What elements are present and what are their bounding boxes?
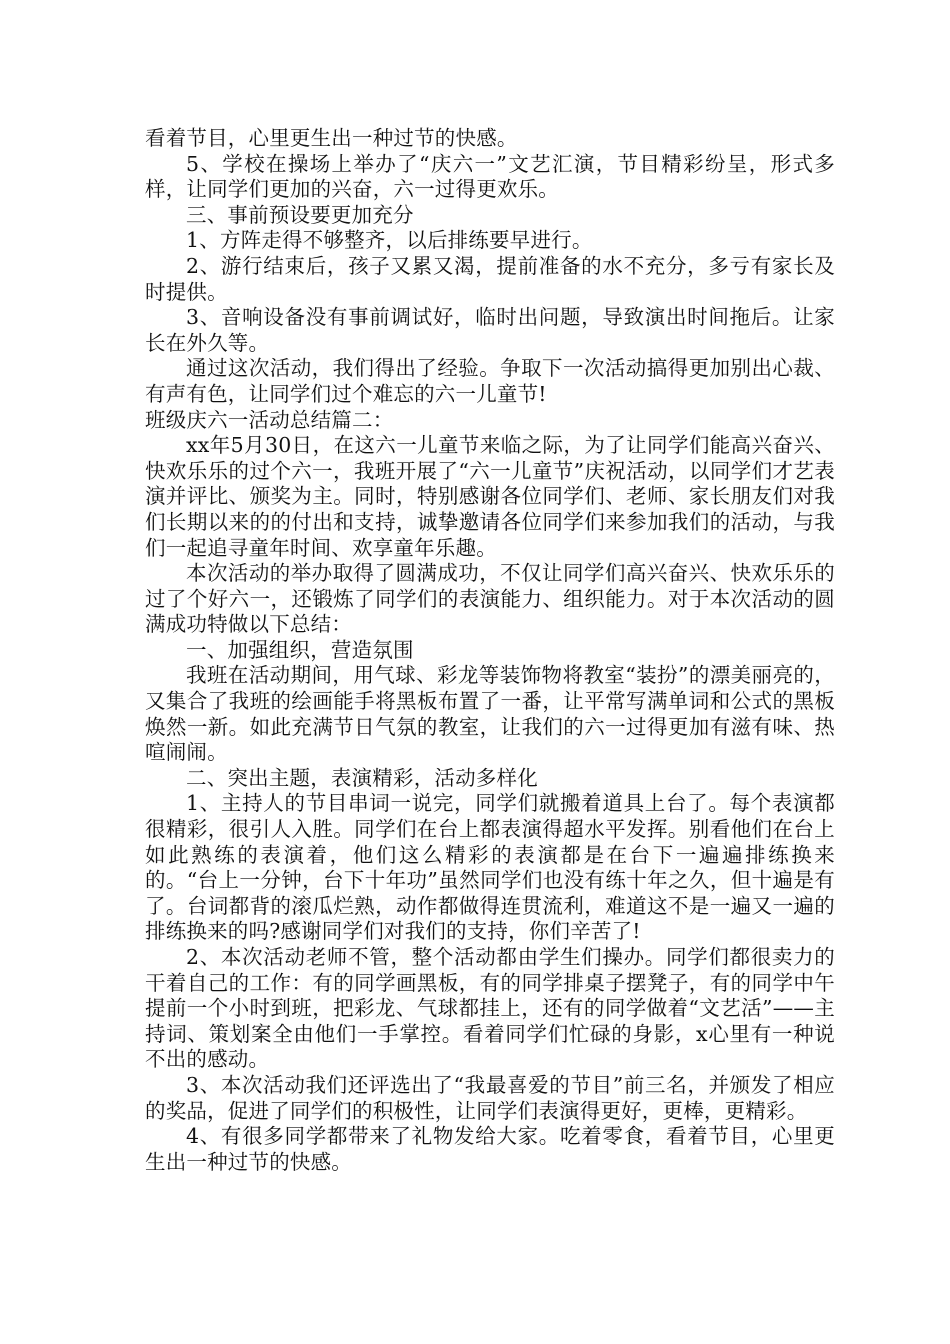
paragraph: 2、本次活动老师不管，整个活动都由学生们操办。同学们都很卖力的干着自己的工作：有的同学画黑板，有的同学排桌子摆凳子，有的同学中午提前一个小时到班，把彩龙、气球都挂上，还有的同学做着“文艺活”——主持词、策划案全由他们一手掌控。看着同学们忙碌的身影，x心里有一种说不出的感动。 (145, 945, 835, 1072)
paragraph: 3、音响设备没有事前调试好，临时出问题，导致演出时间拖后。让家长在外久等。 (145, 305, 835, 355)
paragraph: 4、有很多同学都带来了礼物发给大家。吃着零食，看着节目，心里更生出一种过节的快感。 (145, 1124, 835, 1174)
paragraph: 本次活动的举办取得了圆满成功，不仅让同学们高兴奋兴、快欢乐乐的过了个好六一，还锻炼了同学们的表演能力、组织能力。对于本次活动的圆满成功特做以下总结： (145, 561, 835, 637)
paragraph: 通过这次活动，我们得出了经验。争取下一次活动搞得更加别出心裁、有声有色，让同学们过个难忘的六一儿童节! (145, 356, 835, 406)
article-title: 班级庆六一活动总结篇二： (145, 407, 394, 432)
section-heading: 二、突出主题，表演精彩，活动多样化 (186, 765, 538, 790)
section-heading: 三、事前预设要更加充分 (186, 202, 414, 227)
paragraph: 2、游行结束后，孩子又累又渴，提前准备的水不充分，多亏有家长及时提供。 (145, 253, 835, 304)
paragraph: 看着节目，心里更生出一种过节的快感。 (145, 126, 518, 150)
paragraph: 1、方阵走得不够整齐，以后排练要早进行。 (186, 228, 593, 253)
paragraph: 5、学校在操场上举办了“庆六一”文艺汇演，节目精彩纷呈，形式多样，让同学们更加的兴奋，六一过得更欢乐。 (145, 151, 835, 202)
document-body (145, 126, 835, 1175)
paragraph: 1、主持人的节目串词一说完，同学们就搬着道具上台了。每个表演都很精彩，很引人入胜。同学们在台上都表演得超水平发挥。别看他们在台上如此熟练的表演着，他们这么精彩的表演都是在台下一遍遍排练换来的。“台上一分钟，台下十年功”虽然同学们也没有练十年之久，但十遍是有了。台词都背的滚瓜烂熟，动作都做得连贯流利，难道这不是一遍又一遍的排练换来的吗?感谢同学们对我们的支持，你们辛苦了! (145, 791, 835, 944)
section-heading: 一、加强组织，营造氛围 (186, 637, 414, 662)
paragraph: 3、本次活动我们还评选出了“我最喜爱的节目”前三名，并颁发了相应的奖品，促进了同学们的积极性，让同学们表演得更好，更棒，更精彩。 (145, 1072, 835, 1123)
paragraph: 我班在活动期间，用气球、彩龙等装饰物将教室“装扮”的漂美丽亮的，又集合了我班的绘画能手将黑板布置了一番，让平常写满单词和公式的黑板焕然一新。如此充满节日气氛的教室，让我们的六一过得更加有滋有味、热喧闹闹。 (145, 663, 835, 765)
paragraph: xx年5月30日，在这六一儿童节来临之际，为了让同学们能高兴奋兴、快欢乐乐的过个六一，我班开展了“六一儿童节”庆祝活动，以同学们才艺表演并评比、颁奖为主。同时，特别感谢各位同学们、老师、家长朋友们对我们长期以来的的付出和支持，诚挚邀请各位同学们来参加我们的活动，与我们一起追寻童年时间、欢享童年乐趣。 (145, 433, 835, 560)
